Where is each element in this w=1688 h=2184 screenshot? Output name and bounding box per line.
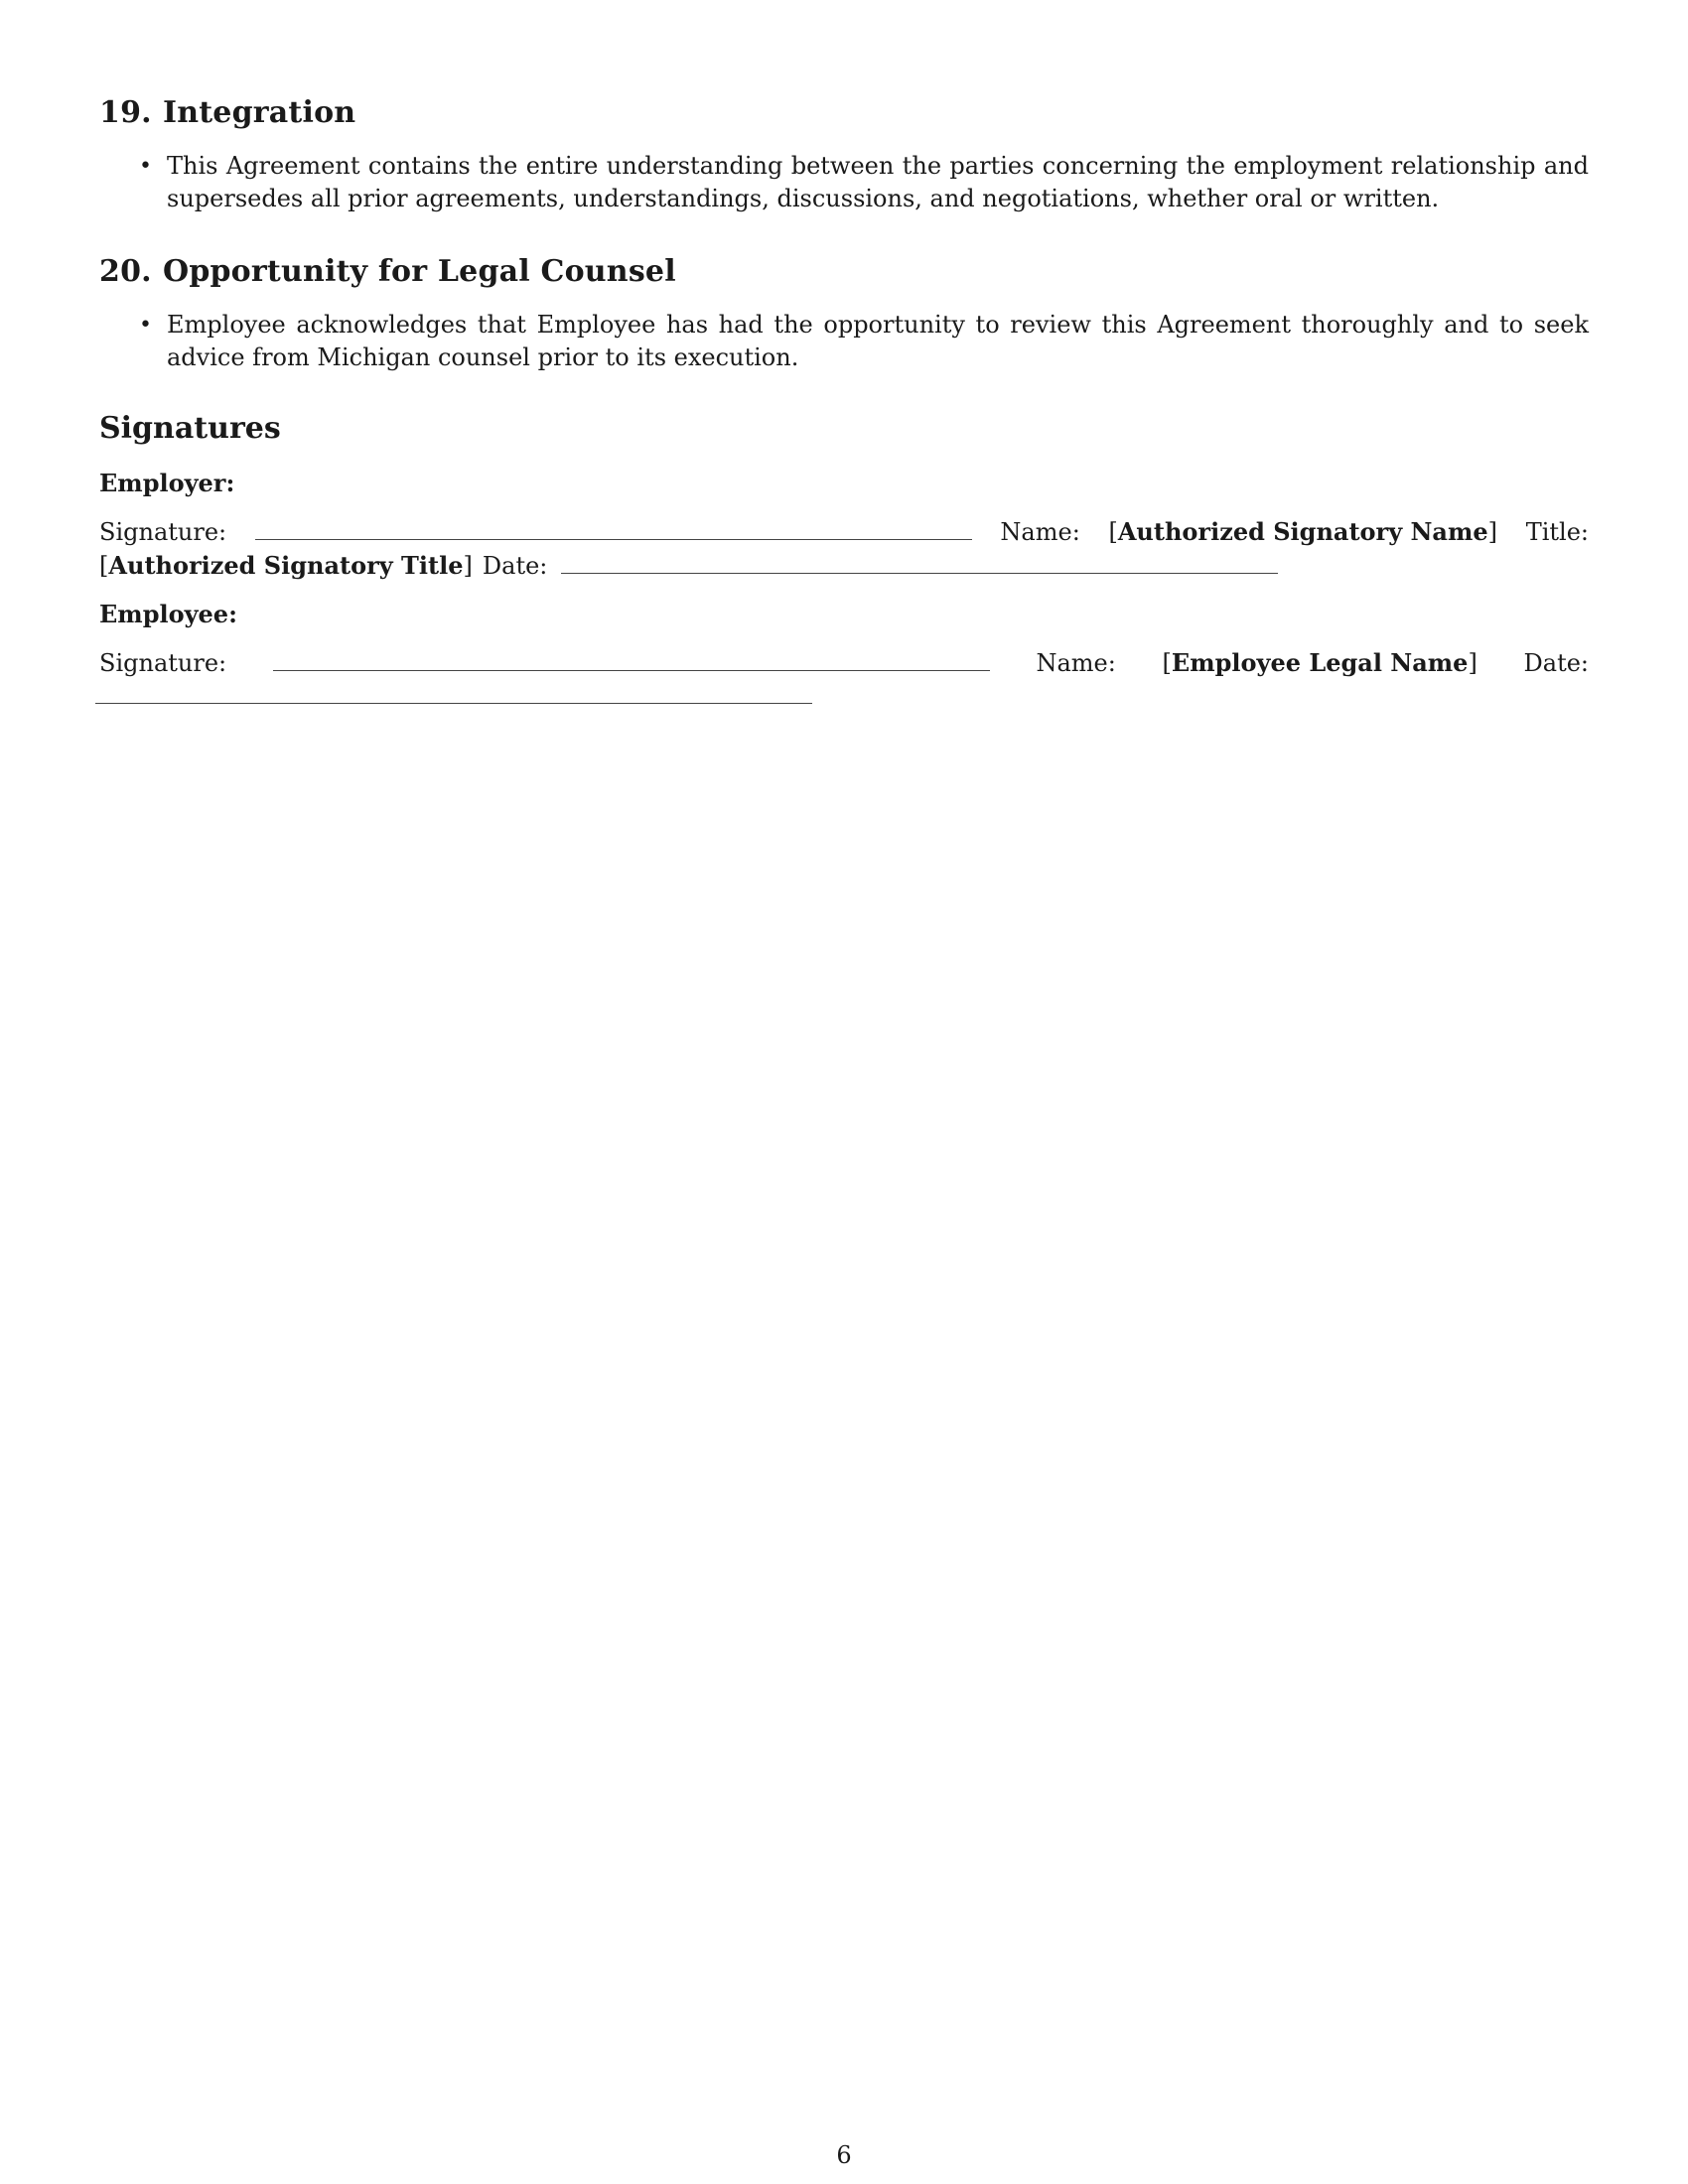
employer-signature-block <box>99 515 1589 583</box>
employee-label: Employee: <box>99 600 237 628</box>
list-item <box>99 309 1589 374</box>
employee-name-label: Name: <box>1036 649 1116 677</box>
employer-title-label: Title: <box>1525 518 1589 546</box>
page-number: 6 <box>836 2141 852 2169</box>
employer-signature-line[interactable] <box>255 517 972 540</box>
employee-date-label: Date: <box>1523 649 1589 677</box>
section-title: Opportunity for Legal Counsel <box>163 254 676 289</box>
employer-title-text: Authorized Signatory Title <box>108 551 464 580</box>
bullet-text: This Agreement contains the entire understanding between the parties concerning the employment relationship and supersedes all prior agreements, understandings, discussions, and negotiations, whether oral or written. <box>167 152 1589 212</box>
employee-signature-block <box>99 646 1589 713</box>
document-page <box>99 0 1589 2184</box>
employer-label: Employer: <box>99 469 235 497</box>
employer-date-line[interactable] <box>561 551 1278 574</box>
section-heading-19 <box>99 95 355 130</box>
employer-date-label: Date: <box>482 552 548 580</box>
bullet-icon: • <box>139 154 152 179</box>
signatures-heading: Signatures <box>99 411 281 446</box>
bullet-icon: • <box>139 313 152 338</box>
employer-title-value: [Authorized Signatory Title] <box>99 551 473 580</box>
list-item <box>99 150 1589 215</box>
bullet-text: Employee acknowledges that Employee has had the opportunity to review this Agreement thoroughly and to seek advice from Michigan counsel prior to its execution. <box>167 311 1589 371</box>
employer-signature-label: Signature: <box>99 518 227 546</box>
employee-name-value: [Employee Legal Name] <box>1162 648 1477 677</box>
employee-signature-line[interactable] <box>273 648 990 671</box>
employee-signature-label: Signature: <box>99 649 227 677</box>
section-title: Integration <box>163 95 356 130</box>
employer-name-text: Authorized Signatory Name <box>1117 517 1488 546</box>
section-number: 19. <box>99 95 152 130</box>
employee-date-line[interactable] <box>95 681 812 704</box>
employee-name-text: Employee Legal Name <box>1171 648 1469 677</box>
section-number: 20. <box>99 254 152 289</box>
employer-name-value: [Authorized Signatory Name] <box>1108 517 1498 546</box>
section-heading-20 <box>99 254 676 289</box>
employer-name-label: Name: <box>1000 518 1080 546</box>
